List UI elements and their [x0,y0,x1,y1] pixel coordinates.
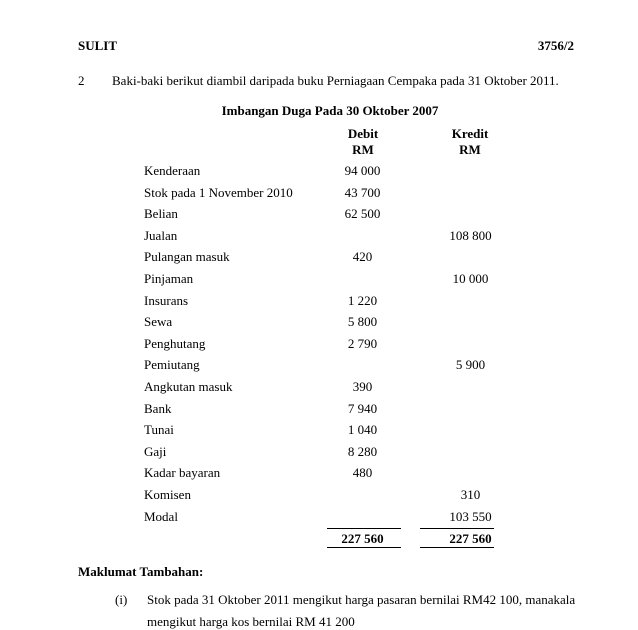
row-label: Sewa [144,314,173,330]
row-debit: 7 940 [347,400,378,416]
table-row [0,293,638,315]
row-debit: 62 500 [344,206,381,222]
additional-item-number: (i) [115,592,128,607]
row-label: Bank [144,400,172,416]
kredit-header-unit: RM [459,142,481,157]
kredit-total-top-rule [420,528,494,529]
column-header-kredit [430,126,510,158]
header-paper-code: 3756/2 [537,38,574,53]
totals-row [0,531,638,553]
total-kredit: 227 560 [449,531,492,546]
table-row [0,487,638,509]
row-label: Pinjaman [144,271,194,286]
row-debit: 5 800 [347,314,378,330]
row-label: Penghutang [144,335,206,351]
debit-total-top-rule [327,528,401,529]
row-debit: 1 040 [347,422,378,438]
row-debit: 43 700 [344,184,381,200]
additional-info-heading: Maklumat Tambahan: [78,564,204,579]
table-row [0,185,638,207]
row-debit: 420 [352,249,373,265]
table-row [0,163,638,185]
debit-header-unit: RM [352,142,374,157]
row-label: Stok pada 1 November 2010 [144,184,293,200]
kredit-header-label: Kredit [451,126,489,141]
row-label: Modal [144,508,178,524]
header-sulit: SULIT [78,38,118,53]
table-row [0,509,638,531]
row-label: Insurans [144,292,189,308]
row-kredit: 310 [460,487,481,502]
row-label: Angkutan masuk [144,379,233,394]
row-kredit: 5 900 [455,357,486,373]
row-debit: 94 000 [344,163,381,178]
table-title: Imbangan Duga Pada 30 Oktober 2007 [221,103,439,118]
row-kredit: 108 800 [449,227,492,243]
row-kredit: 10 000 [452,271,489,286]
row-label: Jualan [144,227,178,243]
question-number: 2 [78,73,85,88]
row-label: Pemiutang [144,357,200,373]
column-header-debit [323,126,403,158]
row-debit: 2 790 [347,335,378,351]
table-row [0,228,638,250]
debit-total-underline [327,547,401,548]
table-row [0,465,638,487]
row-label: Tunai [144,422,174,438]
row-label: Pulangan masuk [144,249,230,265]
row-debit: 8 280 [347,443,378,459]
additional-item-text-line2: mengikut harga kos bernilai RM 41 200 [147,614,355,629]
question-text: Baki-baki berikut diambil daripada buku Perniagaan Cempaka pada 31 Oktober 2011. [112,73,559,88]
table-row [0,206,638,228]
table-row [0,271,638,293]
debit-header-label: Debit [347,126,379,141]
table-row [0,422,638,444]
row-debit: 1 220 [347,292,378,308]
additional-item-text-line1: Stok pada 31 Oktober 2011 mengikut harga pasaran bernilai RM42 100, manakala [147,592,576,607]
row-label: Komisen [144,487,191,502]
table-row [0,314,638,336]
row-debit: 390 [352,379,373,394]
row-debit: 480 [352,465,373,481]
table-row [0,401,638,423]
row-kredit: 103 550 [449,508,492,524]
row-label: Gaji [144,443,167,459]
table-row [0,379,638,401]
table-row [0,357,638,379]
row-label: Belian [144,206,178,222]
table-row [0,444,638,466]
table-row [0,249,638,271]
row-label: Kadar bayaran [144,465,221,481]
row-label: Kenderaan [144,163,201,178]
table-row [0,336,638,358]
kredit-total-underline [420,547,494,548]
total-debit: 227 560 [341,531,384,546]
